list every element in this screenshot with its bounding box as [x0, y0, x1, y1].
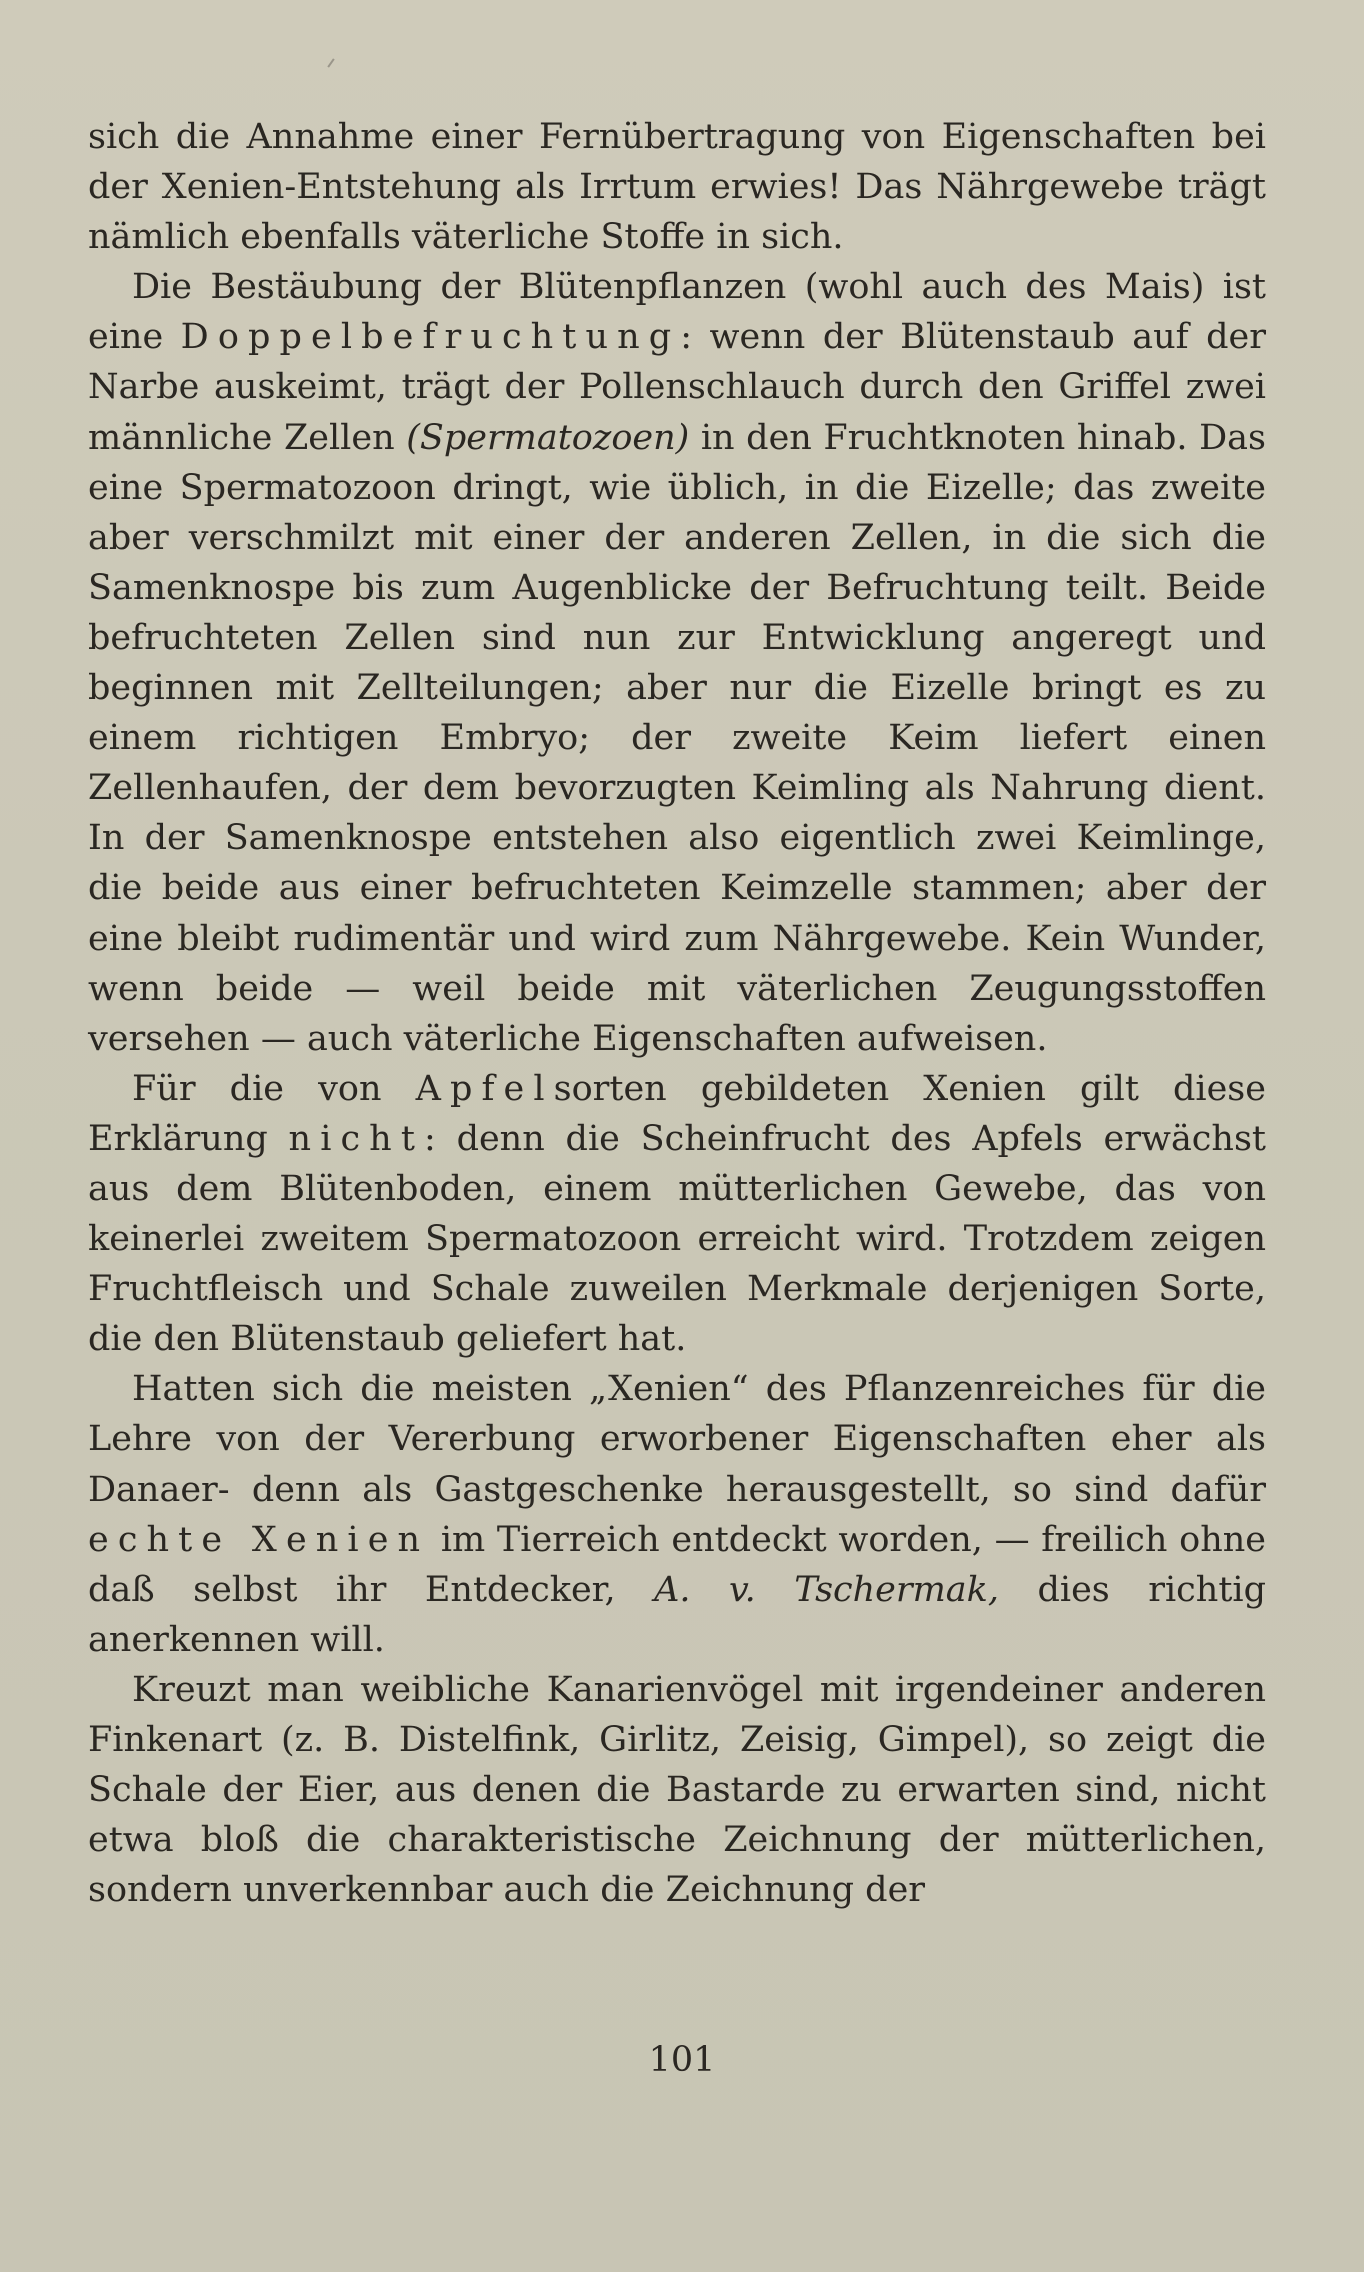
paragraph	[88, 1364, 1266, 1665]
text-run: : wenn der Blütenstaub auf der Narbe auskeimt, trägt der Pollenschlauch durch den Griffel zwei männliche Zellen	[88, 317, 1266, 458]
page-number: 101	[648, 2040, 716, 2080]
text-run: dies richtig anerkennen will.	[88, 1569, 1266, 1660]
italic-text: (Spermatozoen)	[406, 417, 690, 458]
paragraph	[88, 1064, 1266, 1365]
emphasized-text: Doppelbefruchtung	[180, 317, 681, 358]
text-run: in den Fruchtknoten hinab. Das eine Spermatozoon dringt, wie üblich, in die Eizelle; das zweite aber verschmilzt mit einer der anderen Zellen, in die sich die Samenknospe bis zum Augenblicke der Befruchtung teilt. Beide befruchteten Zellen sind nun zur Entwicklung angeregt und beginnen mit Zellteilungen; aber nur die Eizelle bringt es zu einem richtigen Embryo; der zweite Keim liefert einen Zellenhaufen, der dem bevorzugten Keimling als Nahrung dient. In der Samenknospe entstehen also eigentlich zwei Keimlinge, die beide aus einer befruchteten Keimzelle stammen; aber der eine bleibt rudimentär und wird zum Nährgewebe. Kein Wunder, wenn beide — weil beide mit väterlichen Zeugungsstoffen versehen — auch väterliche Eigenschaften aufweisen.	[88, 417, 1266, 1059]
emphasized-text: Apfel	[415, 1068, 554, 1109]
emphasized-text: nicht	[288, 1118, 424, 1159]
emphasized-text: echte Xenien	[88, 1519, 430, 1560]
text-run: Hatten sich die meisten „Xenien“ des Pflanzenreiches für die Lehre von der Vererbung erworbener Eigenschaften eher als Danaer- denn als Gastgeschenke herausgestellt, so sind dafür	[88, 1369, 1266, 1510]
italic-text: A. v. Tschermak,	[654, 1569, 1000, 1610]
text-run: Für die von	[132, 1068, 416, 1109]
paragraph	[88, 262, 1266, 1064]
text-run: Kreuzt man weibliche Kanarienvögel mit irgendeiner anderen Finkenart (z. B. Distelfink, Girlitz, Zeisig, Gimpel), so zeigt die Schale der Eier, aus denen die Bastarde zu erwarten sind, nicht etwa bloß die charakteristische Zeichnung der mütterlichen, sondern unverkennbar auch die Zeichnung der	[88, 1669, 1266, 1911]
pencil-mark	[327, 58, 334, 67]
text-run: Die Bestäubung der Blütenpflanzen (wohl auch des Mais) ist eine	[88, 267, 1266, 358]
text-run: im Tierreich entdeckt worden, — freilich ohne daß selbst ihr Entdecker,	[88, 1519, 1266, 1610]
paragraph	[88, 1665, 1266, 1915]
paragraph	[88, 112, 1266, 262]
text-run: sorten gebildeten Xenien gilt diese Erklärung	[88, 1068, 1266, 1159]
text-run: sich die Annahme einer Fernübertragung von Eigenschaften bei der Xenien-Entstehung als Irrtum erwies! Das Nährgewebe trägt nämlich ebenfalls väterliche Stoffe in sich.	[88, 117, 1266, 258]
text-run: : denn die Scheinfrucht des Apfels erwächst aus dem Blütenboden, einem mütterlichen Gewebe, das von keinerlei zweitem Spermatozoon erreicht wird. Trotzdem zeigen Fruchtfleisch und Schale zuweilen Merkmale derjenigen Sorte, die den Blütenstaub geliefert hat.	[88, 1118, 1266, 1360]
body-text	[88, 112, 1266, 1915]
